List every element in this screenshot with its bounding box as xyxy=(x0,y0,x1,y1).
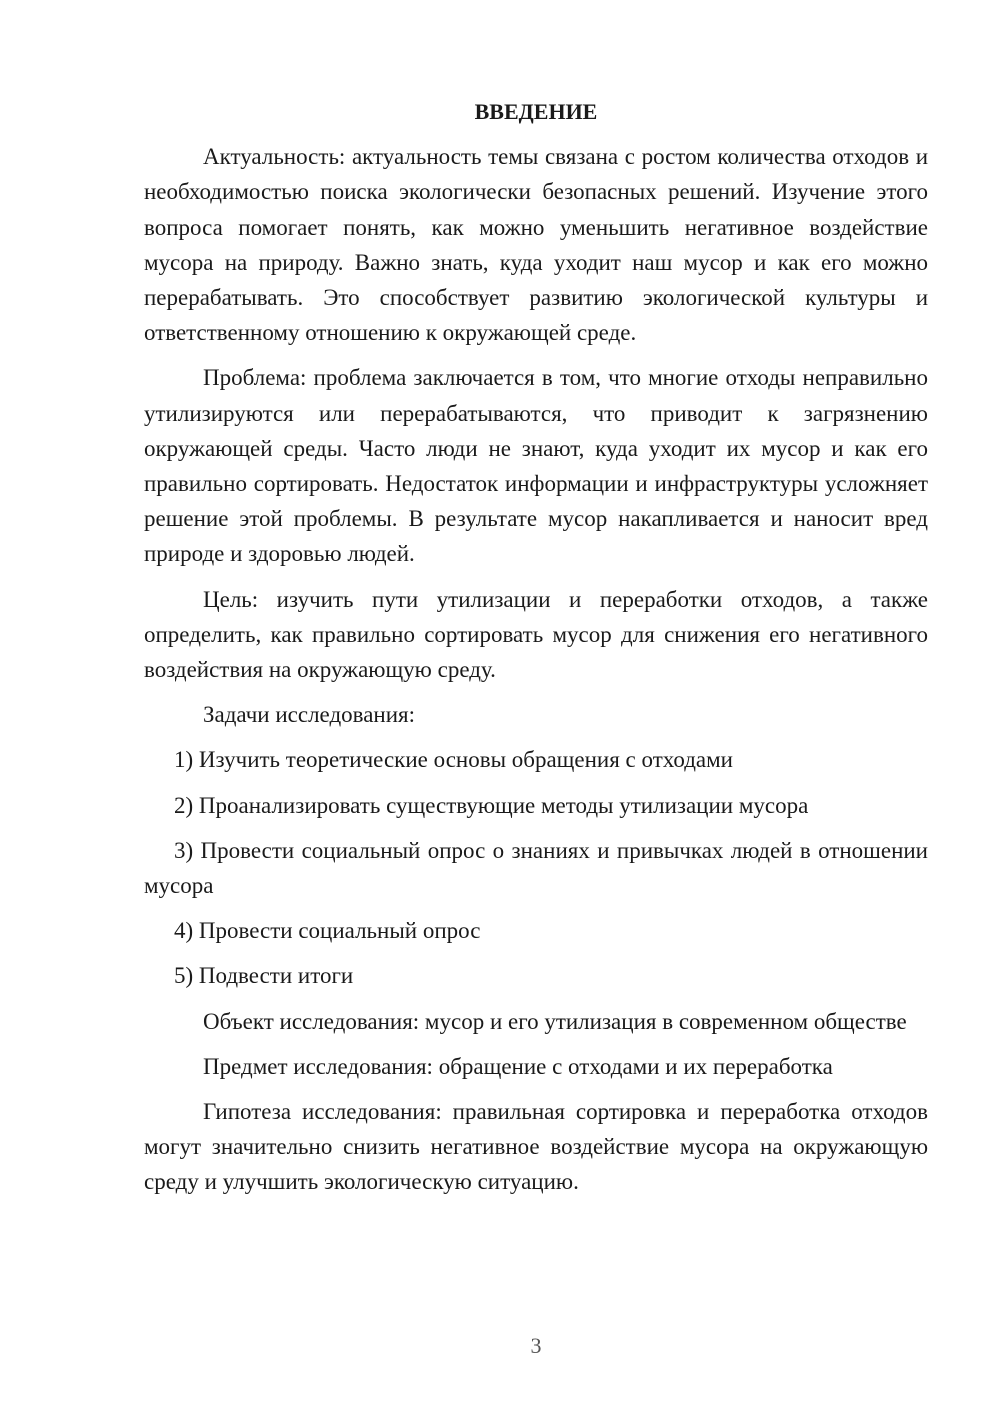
task-item: 2) Проанализировать существующие методы утилизации мусора xyxy=(174,792,809,818)
hypothesis-paragraph: Гипотеза исследования: правильная сортировка и переработка отходов могут значительно снизить негативное воздействие мусора на окружающую среду и улучшить экологическую ситуацию. xyxy=(144,1099,928,1195)
document-page xyxy=(144,94,928,1210)
goal-paragraph: Цель: изучить пути утилизации и переработки отходов, а также определить, как правильно сортировать мусор для снижения его негативного воздействия на окружающую среду. xyxy=(144,586,928,683)
section-title: ВВЕДЕНИЕ xyxy=(474,99,598,124)
task-item: 3) Провести социальный опрос о знаниях и привычках людей в отношении мусора xyxy=(144,837,928,899)
tasks-heading: Задачи исследования: xyxy=(203,702,416,728)
subject-paragraph: Предмет исследования: обращение с отходами и их переработка xyxy=(203,1053,833,1079)
task-item: 4) Провести социальный опрос xyxy=(174,918,481,944)
task-item: 1) Изучить теоретические основы обращения с отходами xyxy=(174,747,733,773)
object-paragraph: Объект исследования: мусор и его утилизация в современном обществе xyxy=(203,1008,907,1034)
problem-paragraph: Проблема: проблема заключается в том, что многие отходы неправильно утилизируются или перерабатываются, что приводит к загрязнению окружающей среды. Часто люди не знают, куда уходит их мусор и как его правильно сортировать. Недостаток информации и инфраструктуры усложняет решение этой проблемы. В результате мусор накапливается и наносит вред природе и здоровью людей. xyxy=(144,365,928,567)
relevance-paragraph: Актуальность: актуальность темы связана с ростом количества отходов и необходимостью поиска экологически безопасных решений. Изучение этого вопроса помогает понять, как можно уменьшить негативное воздействие мусора на природу. Важно знать, куда уходит наш мусор и как его можно перерабатывать. Это способствует развитию экологической культуры и ответственному отношению к окружающей среде. xyxy=(144,144,928,346)
task-item: 5) Подвести итоги xyxy=(174,963,354,989)
page-number: 3 xyxy=(530,1333,542,1358)
